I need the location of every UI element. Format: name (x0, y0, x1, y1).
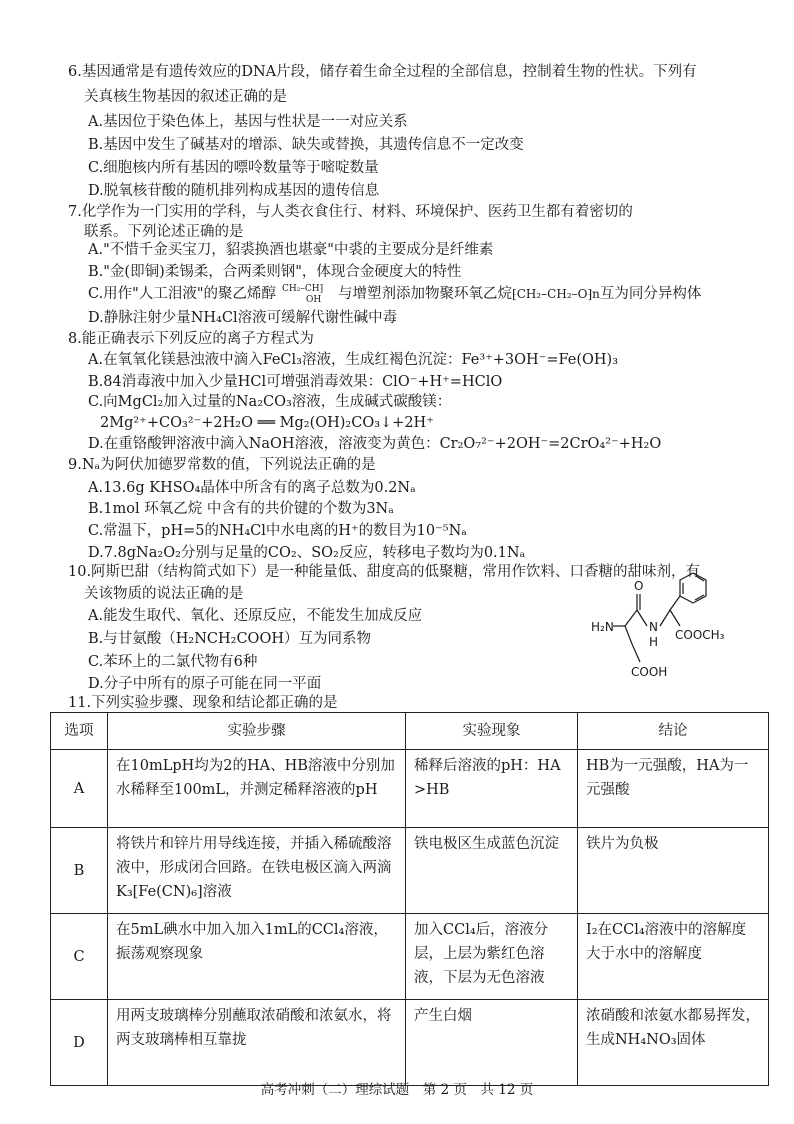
q11-stem: 11.下列实验步骤、现象和结论都正确的是 (68, 695, 338, 711)
q10-stem-line2: 关该物质的说法正确的是 (84, 586, 244, 602)
row-label: C (51, 914, 108, 1000)
struct-h2n-label: H₂N (591, 620, 614, 634)
q7-stem-line2: 联系。下列论述正确的是 (84, 224, 244, 240)
q8-option-b: B.84消毒液中加入少量HCl可增强消毒效果：ClO⁻+H⁺=HClO (88, 374, 503, 390)
q6-stem-line2: 关真核生物基因的叙述正确的是 (84, 89, 287, 105)
row-label: B (51, 828, 108, 914)
row-phenomenon: 产生白烟 (406, 1000, 578, 1086)
q10-option-d: D.分子中所有的原子可能在同一平面 (88, 676, 322, 692)
header-option: 选项 (51, 713, 108, 750)
struct-cooh-label: COOH (631, 665, 668, 679)
table-header-row (51, 713, 769, 750)
q10-stem-line1: 10.阿斯巴甜（结构简式如下）是一种能量低、甜度高的低聚糖，常用作饮料、口香糖的甜味剂，有 (68, 564, 701, 580)
q7-option-b: B."金(即铜)柔锡柔，合两柔则钢"，体现合金硬度大的特性 (88, 264, 462, 280)
page-footer: 高考冲刺（二）理综试题 第 2 页 共 12 页 (260, 1082, 534, 1098)
q6-option-d: D.脱氧核苷酸的随机排列构成基因的遗传信息 (88, 183, 380, 199)
q10-option-a: A.能发生取代、氧化、还原反应，不能发生加成反应 (88, 608, 423, 624)
row-step: 将铁片和锌片用导线连接，并插入稀硫酸溶液中，形成闭合回路。在铁电极区滴入两滴K₃[Fe(CN)₆]溶液 (108, 828, 406, 914)
header-phenomenon: 实验现象 (406, 713, 578, 750)
header-conclusion: 结论 (578, 713, 769, 750)
q9-stem: 9.Nₐ为阿伏加德罗常数的值，下列说法正确的是 (68, 457, 376, 473)
aspartame-structure (585, 568, 735, 688)
struct-h-label: H (649, 635, 659, 649)
row-phenomenon: 加入CCl₄后，溶液分层，上层为紫红色溶液，下层为无色溶液 (406, 914, 578, 1000)
q8-option-a: A.在氧氧化镁悬浊液中滴入FeCl₃溶液，生成红褐色沉淀：Fe³⁺+3OH⁻=Fe(OH)₃ (88, 352, 619, 368)
q10-option-b: B.与甘氨酸（H₂NCH₂COOH）互为同系物 (88, 631, 371, 647)
struct-o-label: O (634, 579, 644, 593)
pva-formula-oh: OH (306, 295, 322, 305)
row-step: 在10mLpH均为2的HA、HB溶液中分别加水稀释至100mL，并测定稀释溶液的pH (108, 750, 406, 828)
q7-option-c-prefix: C.用作"人工泪液"的聚乙烯醇 (88, 286, 277, 302)
row-step: 在5mL碘水中加入加入1mL的CCl₄溶液，振荡观察现象 (108, 914, 406, 1000)
row-phenomenon: 稀释后溶液的pH：HA>HB (406, 750, 578, 828)
row-conclusion: I₂在CCl₄溶液中的溶解度大于水中的溶解度 (578, 914, 769, 1000)
q7-option-c-suffix: 互为同分异构体 (599, 286, 702, 302)
pva-formula (276, 284, 338, 304)
q8-option-d: D.在重铬酸钾溶液中滴入NaOH溶液，溶液变为黄色：Cr₂O₇²⁻+2OH⁻=2CrO₄²⁻+H₂O (88, 436, 662, 452)
table-row (51, 750, 769, 828)
q6-option-b: B.基因中发生了碱基对的增添、缺失或替换，其遗传信息不一定改变 (88, 137, 524, 153)
q7-option-c-mid: 与增塑剂添加物聚环氧乙烷 (338, 286, 513, 302)
row-label: A (51, 750, 108, 828)
q7-stem-line1: 7.化学作为一门实用的学科，与人类衣食住行、材料、环境保护、医药卫生都有着密切的 (68, 204, 633, 220)
peo-formula: ⁅CH₂–CH₂–O⁆n (512, 287, 600, 301)
q6-option-a: A.基因位于染色体上，基因与性状是一一对应关系 (88, 114, 408, 130)
row-conclusion: HB为一元强酸，HA为一元强酸 (578, 750, 769, 828)
row-conclusion: 浓硝酸和浓氨水都易挥发，生成NH₄NO₃固体 (578, 1000, 769, 1086)
pva-formula-top: CH₂–CH⁆ (282, 284, 324, 294)
experiment-table (50, 712, 769, 1086)
table-row (51, 1000, 769, 1086)
row-label: D (51, 1000, 108, 1086)
row-phenomenon: 铁电极区生成蓝色沉淀 (406, 828, 578, 914)
benzene-ring (680, 573, 706, 603)
table-row (51, 914, 769, 1000)
q7-option-a: A."不惜千金买宝刀，貂裘换酒也堪豪"中裘的主要成分是纤维素 (88, 242, 494, 258)
q7-option-d: D.静脉注射少量NH₄Cl溶液可缓解代谢性碱中毒 (88, 310, 398, 326)
table-row (51, 828, 769, 914)
row-conclusion: 铁片为负极 (578, 828, 769, 914)
q9-option-b: B.1mol 环氧乙烷 中含有的共价键的个数为3Nₐ (88, 501, 394, 517)
row-step: 用两支玻璃棒分别蘸取浓硝酸和浓氨水，将两支玻璃棒相互靠拢 (108, 1000, 406, 1086)
q6-stem-line1: 6.基因通常是有遗传效应的DNA片段，储存着生命全过程的全部信息，控制着生物的性状。下列有 (68, 64, 697, 80)
q8-option-c: C.向MgCl₂加入过量的Na₂CO₃溶液，生成碱式碳酸镁： (88, 394, 452, 410)
q8-option-c-equation: 2Mg²⁺+CO₃²⁻+2H₂O ══ Mg₂(OH)₂CO₃↓+2H⁺ (100, 415, 434, 431)
q9-option-d: D.7.8gNa₂O₂分别与足量的CO₂、SO₂反应，转移电子数均为0.1Nₐ (88, 545, 526, 561)
q8-stem: 8.能正确表示下列反应的离子方程式为 (68, 331, 314, 347)
q9-option-c: C.常温下，pH=5的NH₄Cl中水电离的H⁺的数目为10⁻⁵Nₐ (88, 523, 467, 539)
q6-option-c: C.细胞核内所有基因的嘌呤数量等于嘧啶数量 (88, 160, 379, 176)
struct-n-label: N (649, 620, 658, 634)
struct-ester-label: COOCH₃ (675, 628, 725, 642)
q7-option-c (88, 284, 701, 304)
header-step: 实验步骤 (108, 713, 406, 750)
q9-option-a: A.13.6g KHSO₄晶体中所含有的离子总数为0.2Nₐ (88, 480, 416, 496)
q10-option-c: C.苯环上的二氯代物有6种 (88, 654, 258, 670)
